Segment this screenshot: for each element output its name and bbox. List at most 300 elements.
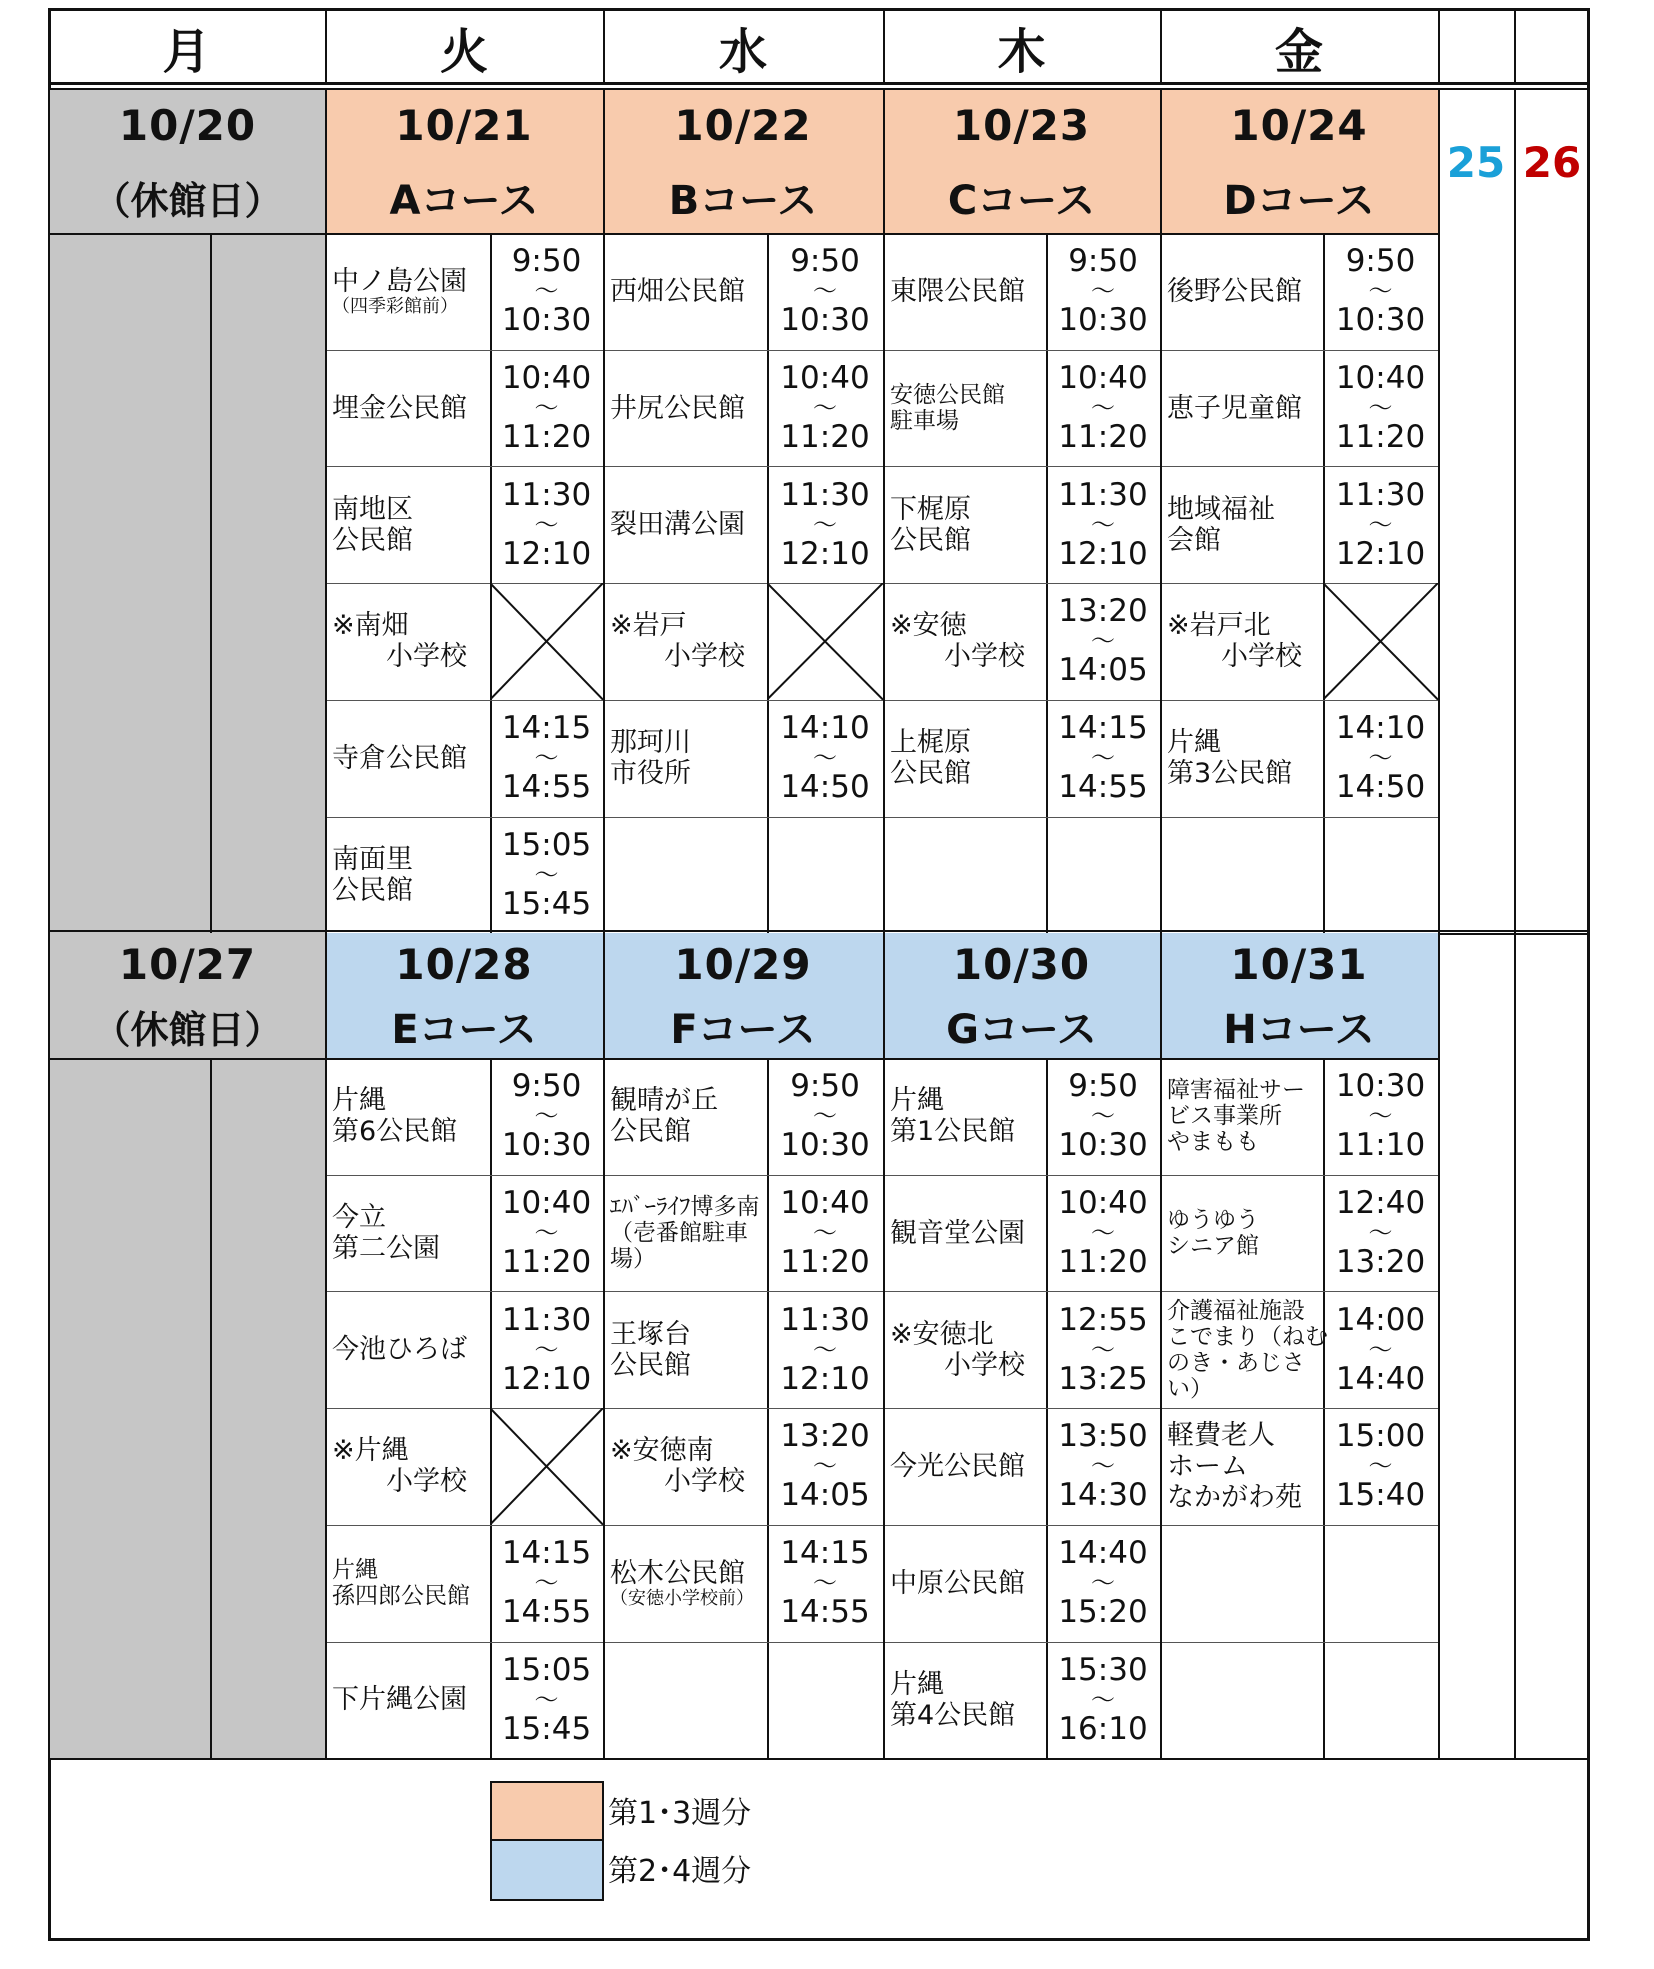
stop-start-time: 11:30 [780,1301,870,1338]
time-range-tilde: ～ [1091,394,1115,423]
time-range-tilde: ～ [1368,1219,1393,1248]
stop-time [1046,233,1160,350]
stop-place-name: ※安徳 小学校 [890,610,1025,673]
stop-time [1323,1408,1438,1525]
monday-header-line [48,233,325,235]
stop-location [1160,700,1330,817]
stop-location [603,1525,774,1642]
stop-time [490,233,603,350]
stop-place-name: 中ノ島公園 [332,265,467,297]
stop-end-time: 14:30 [1058,1477,1148,1514]
stop-location [325,817,497,934]
stop-start-time: 9:50 [790,243,860,280]
stop-location [603,1408,774,1525]
stop-time [1323,350,1438,467]
stop-start-time: 9:50 [790,1068,860,1105]
stop-place-name: 上梶原 公民館 [890,727,971,790]
stop-end-time: 11:20 [1058,419,1148,456]
stop-location [883,1175,1053,1292]
course-name: Cコース [947,177,1096,224]
legend-swatch-week24 [490,1839,604,1901]
stop-start-time: 10:30 [1335,1068,1426,1105]
course-name: Fコース [670,1007,816,1054]
column-line [1160,90,1162,933]
stop-location [325,233,497,350]
stop-place-name: 恵子児童館 [1167,392,1302,424]
course-name: Gコース [946,1007,1097,1054]
header-column-line [1438,8,1440,84]
stop-row-line [603,1642,883,1643]
header-column-line [1160,8,1162,84]
stop-time [1046,1175,1160,1292]
stop-start-time: 14:40 [1058,1535,1148,1572]
stop-place-name: 介護福祉施設 こでまり（ねむ のき・あじさ い） [1167,1297,1328,1402]
time-range-tilde: ～ [1368,277,1393,306]
weekday-header: 月 [162,23,211,80]
stop-location [883,1408,1053,1525]
course-date: 10/31 [1230,939,1368,989]
time-range-tilde: ～ [534,1335,559,1364]
stop-location [603,466,774,583]
sunday-date: 26 [1522,138,1582,187]
stop-end-time: 12:10 [780,1360,870,1397]
stop-start-time: 9:50 [1068,1068,1138,1105]
stop-location [883,1642,1053,1759]
stop-place-name: 松木公民館 [610,1557,745,1589]
stop-location [603,1175,774,1292]
stop-location [883,583,1053,700]
stop-time [1323,1058,1438,1175]
stop-time [1323,466,1438,583]
stop-start-time: 13:20 [780,1418,870,1455]
course-date: 10/22 [674,101,812,151]
legend-swatch-week13 [490,1781,604,1841]
stop-time [1323,233,1438,350]
time-range-tilde: ～ [1091,1452,1115,1481]
no-stop-cross-icon [490,1408,603,1525]
stop-place-name: 西畑公民館 [610,275,745,307]
column-line [325,90,327,933]
stop-end-time: 11:10 [1335,1127,1426,1164]
time-range-tilde: ～ [1368,394,1393,423]
stop-start-time: 15:00 [1335,1418,1426,1455]
stop-end-time: 10:30 [501,302,592,339]
stop-start-time: 10:40 [1058,360,1148,397]
stop-end-time: 14:40 [1335,1360,1426,1397]
stop-end-time: 14:55 [780,1594,870,1631]
weekday-header: 水 [718,23,767,80]
stop-location [1160,350,1330,467]
stop-row-line [1160,1525,1438,1526]
time-range-tilde: ～ [534,1219,559,1248]
stop-start-time: 14:15 [1058,710,1148,747]
stop-location [603,1291,774,1408]
stop-place-note: （四季彩館前） [332,295,458,317]
course-date: 10/24 [1230,101,1368,151]
stop-start-time: 11:30 [1058,476,1148,513]
course-date: 10/28 [395,939,533,989]
weekday-header: 金 [1274,23,1323,80]
stop-location [883,1525,1053,1642]
stop-location [325,1642,497,1759]
time-range-tilde: ～ [813,1219,837,1248]
stop-place-name: ※安徳北 小学校 [890,1318,1025,1381]
stop-start-time: 14:10 [1335,710,1426,747]
stop-place-name: 今立 第二公園 [332,1202,440,1265]
stop-end-time: 11:20 [780,419,870,456]
stop-start-time: 11:30 [780,476,870,513]
stop-place-name: 裂田溝公園 [610,509,745,541]
stop-end-time: 10:30 [780,302,870,339]
stop-row-line [603,817,883,818]
column-line [603,90,605,933]
monday-header-line [48,1058,325,1060]
stop-location [1160,583,1330,700]
stop-time [490,1525,603,1642]
stop-place-name: 王塚台 公民館 [610,1318,691,1381]
stop-end-time: 12:10 [780,535,870,572]
time-range-tilde: ～ [1091,277,1115,306]
stop-place-name: ※安徳南 小学校 [610,1435,745,1498]
stop-time [767,700,883,817]
stop-location [603,350,774,467]
stop-place-name: 今池ひろば [332,1334,467,1366]
stop-place-name: 観音堂公園 [890,1217,1025,1249]
time-range-tilde: ～ [1091,1219,1115,1248]
course-name: Bコース [668,177,818,224]
header-column-line [325,8,327,84]
stop-place-name: 埋金公民館 [332,392,467,424]
stop-time [1046,466,1160,583]
time-range-tilde: ～ [813,394,837,423]
stop-time [1046,583,1160,700]
stop-start-time: 12:40 [1335,1185,1426,1222]
stop-start-time: 14:15 [501,1535,592,1572]
stop-start-time: 10:40 [780,360,870,397]
stop-location [883,466,1053,583]
stop-place-name: 中原公民館 [890,1567,1025,1599]
stop-time [767,350,883,467]
course-name: Hコース [1223,1007,1375,1054]
stop-end-time: 11:20 [1335,419,1426,456]
time-range-tilde: ～ [1368,1335,1393,1364]
stop-start-time: 10:40 [1058,1185,1148,1222]
course-name: Eコース [391,1007,537,1054]
stop-place-name: 地域福祉 会館 [1167,493,1275,556]
stop-place-name: ※岩戸北 小学校 [1167,610,1302,673]
stop-end-time: 14:05 [780,1477,870,1514]
monday-date: 10/27 [118,939,257,989]
stop-place-name: 今光公民館 [890,1450,1025,1482]
stop-start-time: 9:50 [1345,243,1416,280]
stop-end-time: 12:10 [1058,535,1148,572]
stop-place-name: 片縄 第1公民館 [890,1085,1016,1148]
stop-start-time: 11:30 [1335,476,1426,513]
stop-time [490,1058,603,1175]
time-range-tilde: ～ [534,510,559,539]
stop-start-time: 9:50 [1068,243,1138,280]
monday-inner-line [210,1058,212,1758]
monday-closed-note: （休館日） [92,1008,283,1053]
stop-end-time: 11:20 [780,1244,870,1281]
stop-time [767,1408,883,1525]
stop-end-time: 10:30 [1335,302,1426,339]
time-range-tilde: ～ [1368,510,1393,539]
stop-start-time: 9:50 [511,1068,582,1105]
stop-location [883,1058,1053,1175]
column-line [883,90,885,933]
stop-time [1046,1525,1160,1642]
stop-time [1046,1642,1160,1759]
time-range-tilde: ～ [534,394,559,423]
stop-start-time: 14:15 [501,710,592,747]
time-range-tilde: ～ [1091,1569,1115,1598]
time-range-tilde: ～ [1091,510,1115,539]
stop-location [883,700,1053,817]
stop-time [1046,700,1160,817]
stop-time [1046,350,1160,467]
stop-place-name: 片縄 第6公民館 [332,1085,458,1148]
time-range-tilde: ～ [534,744,559,773]
stop-start-time: 15:05 [501,1651,592,1688]
stop-end-time: 14:05 [1058,652,1148,689]
stop-start-time: 11:30 [501,476,592,513]
stop-start-time: 12:55 [1058,1301,1148,1338]
stop-location [325,466,497,583]
legend-label-week24: 第2･4週分 [608,1854,752,1889]
stop-start-time: 11:30 [501,1301,592,1338]
stop-start-time: 10:40 [780,1185,870,1222]
stop-place-name: ｴﾊﾞｰﾗｲﾌ博多南 （壱番館駐車 場） [610,1194,760,1273]
stop-location [1160,1408,1330,1525]
saturday-date: 25 [1446,138,1506,187]
stop-row-line [883,817,1160,818]
stop-location [325,700,497,817]
legend-label-week13: 第1･3週分 [608,1796,752,1831]
stop-row-line [1160,1642,1438,1643]
stop-time [767,1525,883,1642]
stop-place-name: 寺倉公民館 [332,742,467,774]
time-range-tilde: ～ [813,510,837,539]
stop-location [325,1291,497,1408]
stop-end-time: 13:20 [1335,1244,1426,1281]
stop-time [490,466,603,583]
stop-time [490,817,603,934]
column-line [1438,90,1440,933]
stop-time [767,466,883,583]
stop-end-time: 15:45 [501,885,592,922]
time-range-tilde: ～ [1368,744,1393,773]
stop-location [603,1058,774,1175]
weekday-header: 火 [439,23,488,80]
stop-end-time: 10:30 [1058,1127,1148,1164]
time-range-tilde: ～ [813,1569,837,1598]
stop-place-name: 軽費老人 ホーム なかがわ苑 [1167,1419,1302,1513]
stop-end-time: 14:55 [501,1594,592,1631]
time-range-tilde: ～ [1091,1335,1115,1364]
stop-end-time: 11:20 [501,419,592,456]
no-stop-cross-icon [767,583,883,700]
time-range-tilde: ～ [534,1569,559,1598]
stop-time [1046,1058,1160,1175]
column-line [603,933,605,1758]
stop-end-time: 10:30 [780,1127,870,1164]
stop-end-time: 10:30 [1058,302,1148,339]
stop-location [325,583,497,700]
stop-location [603,583,774,700]
time-range-tilde: ～ [1091,1102,1115,1131]
stop-place-name: 東隈公民館 [890,275,1025,307]
stop-end-time: 11:20 [1058,1244,1148,1281]
stop-location [325,1058,497,1175]
stop-place-note: （安徳小学校前） [610,1587,754,1609]
stop-end-time: 11:20 [501,1244,592,1281]
stop-end-time: 15:40 [1335,1477,1426,1514]
column-line [883,933,885,1758]
stop-end-time: 16:10 [1058,1710,1148,1747]
stop-location [1160,1058,1330,1175]
stop-location [603,233,774,350]
stop-location [1160,233,1330,350]
column-line [1514,90,1516,933]
stop-time [1323,1175,1438,1292]
stop-time [490,1175,603,1292]
stop-start-time: 14:00 [1335,1301,1426,1338]
time-range-tilde: ～ [1091,744,1115,773]
stop-location [1160,1175,1330,1292]
course-date: 10/23 [952,101,1091,151]
stop-location [325,1525,497,1642]
stop-end-time: 12:10 [501,1360,592,1397]
stop-time [490,1291,603,1408]
stop-place-name: ゆうゆう シニア館 [1167,1207,1259,1260]
time-range-tilde: ～ [813,1452,837,1481]
monday-date: 10/20 [118,101,257,151]
stop-place-name: 那珂川 市役所 [610,727,691,790]
stop-end-time: 14:55 [1058,769,1148,806]
header-column-line [603,8,605,84]
stop-place-name: 片縄 第3公民館 [1167,727,1293,790]
time-range-tilde: ～ [1368,1102,1393,1131]
stop-end-time: 15:20 [1058,1594,1148,1631]
stop-row-line [1160,817,1438,818]
stop-place-name: 下片縄公園 [332,1684,467,1716]
time-range-tilde: ～ [1091,1685,1115,1714]
no-stop-cross-icon [1323,583,1438,700]
stop-start-time: 10:40 [501,1185,592,1222]
course-date: 10/30 [952,939,1091,989]
stop-location [325,350,497,467]
time-range-tilde: ～ [534,1685,559,1714]
course-name: Dコース [1223,177,1375,224]
stop-start-time: 10:40 [1335,360,1426,397]
stop-time [1323,1291,1438,1408]
stop-location [325,1175,497,1292]
stop-time [767,1175,883,1292]
stop-place-name: ※片縄 小学校 [332,1435,467,1498]
stop-end-time: 14:50 [780,769,870,806]
stop-start-time: 9:50 [511,243,582,280]
stop-start-time: 15:05 [501,826,592,863]
time-range-tilde: ～ [813,1102,837,1131]
stop-place-name: 安徳公民館 駐車場 [890,382,1005,435]
stop-end-time: 14:55 [501,769,592,806]
stop-start-time: 13:50 [1058,1418,1148,1455]
time-range-tilde: ～ [813,277,837,306]
stop-time [767,1058,883,1175]
column-line [1160,933,1162,1758]
stop-end-time: 14:50 [1335,769,1426,806]
course-date: 10/29 [674,939,812,989]
header-column-line [883,8,885,84]
stop-place-name: 井尻公民館 [610,392,745,424]
stop-place-name: 片縄 孫四郎公民館 [332,1557,470,1610]
monday-closed-note: （休館日） [92,178,283,223]
stop-time [1323,700,1438,817]
course-name: Aコース [389,177,539,224]
stop-end-time: 10:30 [501,1127,592,1164]
stop-start-time: 14:15 [780,1535,870,1572]
stop-place-name: ※南畑 小学校 [332,610,467,673]
stop-start-time: 10:40 [501,360,592,397]
course-date: 10/21 [395,101,533,151]
stop-place-name: 下梶原 公民館 [890,493,971,556]
stop-place-name: 後野公民館 [1167,275,1302,307]
time-range-tilde: ～ [1091,627,1115,656]
stop-location [325,1408,497,1525]
stop-time [490,350,603,467]
stop-place-name: 障害福祉サー ビス事業所 やまもも [1167,1077,1305,1156]
stop-time [1046,1408,1160,1525]
week-bottom-line [48,1758,1590,1760]
stop-start-time: 13:20 [1058,593,1148,630]
stop-place-name: 片縄 第4公民館 [890,1668,1016,1731]
column-line [1438,933,1440,1758]
stop-location [883,350,1053,467]
stop-end-time: 12:10 [1335,535,1426,572]
time-range-tilde: ～ [534,1102,559,1131]
stop-location [883,233,1053,350]
stop-start-time: 14:10 [780,710,870,747]
stop-start-time: 15:30 [1058,1651,1148,1688]
stop-location [1160,466,1330,583]
stop-end-time: 12:10 [501,535,592,572]
time-range-tilde: ～ [1368,1452,1393,1481]
stop-place-name: 南地区 公民館 [332,493,413,556]
stop-place-name: 南面里 公民館 [332,843,413,906]
stop-location [603,700,774,817]
stop-location [1160,1291,1330,1408]
time-range-tilde: ～ [813,1335,837,1364]
no-stop-cross-icon [490,583,603,700]
time-range-tilde: ～ [534,860,559,889]
column-line [325,933,327,1758]
stop-place-name: 観晴が丘 公民館 [610,1085,718,1148]
column-line [1514,933,1516,1758]
stop-end-time: 15:45 [501,1710,592,1747]
weekday-header: 木 [997,23,1046,80]
stop-time [490,700,603,817]
time-range-tilde: ～ [813,744,837,773]
monday-inner-line [210,233,212,933]
stop-place-name: ※岩戸 小学校 [610,610,745,673]
week-separator-line [48,930,1590,932]
stop-time [490,1642,603,1759]
stop-time [1046,1291,1160,1408]
stop-end-time: 13:25 [1058,1360,1148,1397]
stop-location [883,1291,1053,1408]
header-column-line [1514,8,1516,84]
